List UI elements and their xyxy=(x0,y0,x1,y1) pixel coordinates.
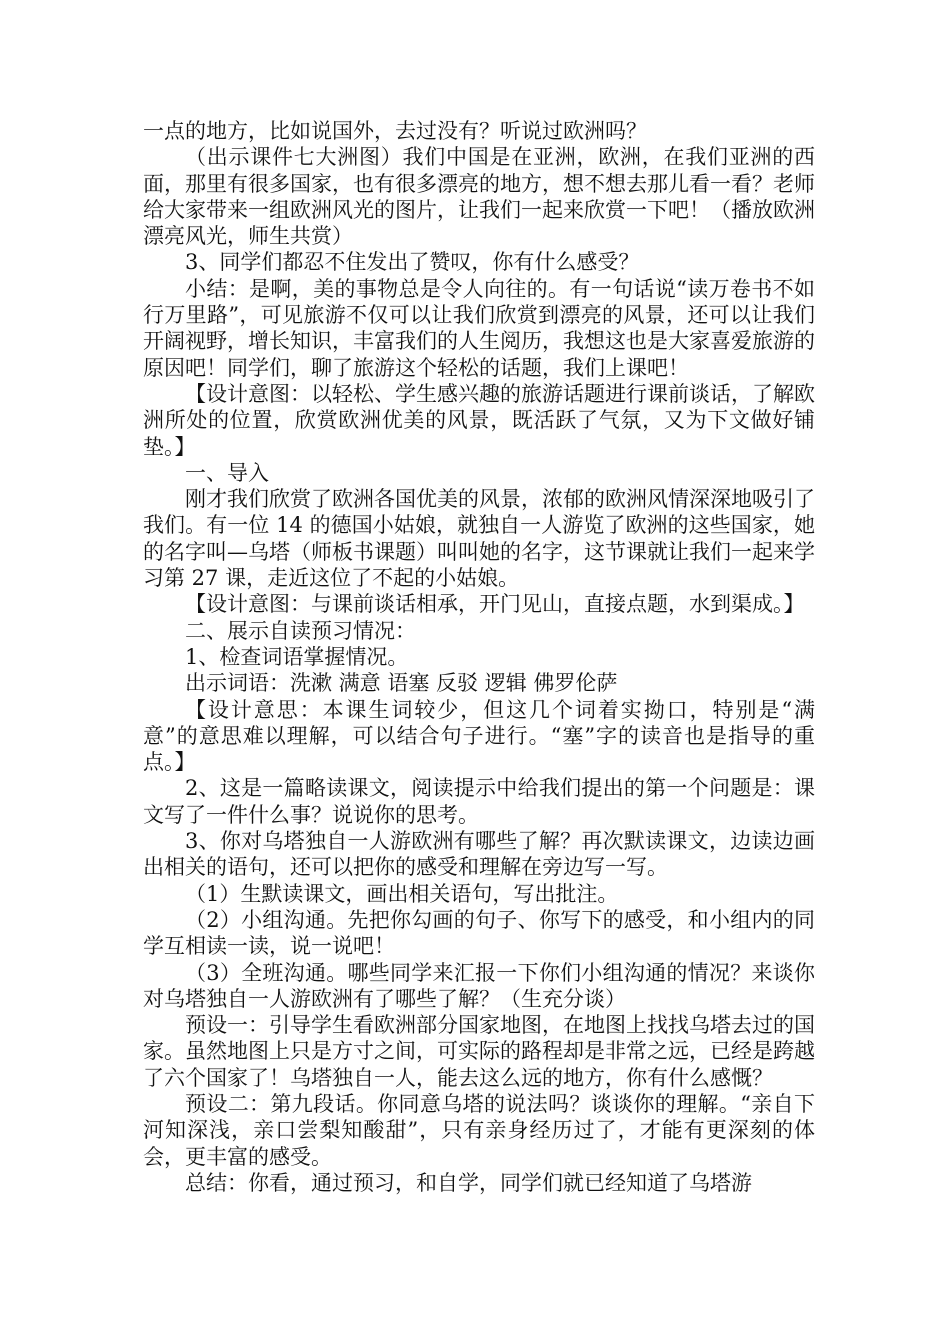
paragraph: 预设一：引导学生看欧洲部分国家地图，在地图上找找乌塔去过的国家。虽然地图上只是方寸之间，可实际的路程却是非常之远，已经是跨越了六个国家了！乌塔独自一人，能去这么远的地方，你有什么感慨？ xyxy=(143,1013,815,1090)
paragraph: 一点的地方，比如说国外，去过没有？听说过欧洲吗？ xyxy=(143,119,647,143)
paragraph: （2）小组沟通。先把你勾画的句子、你写下的感受，和小组内的同学互相读一读，说一说吧！ xyxy=(143,907,815,959)
paragraph: 小结：是啊，美的事物总是令人向往的。有一句话说“读万卷书不如行万里路”，可见旅游不仅可以让我们欣赏到漂亮的风景，还可以让我们开阔视野，增长知识，丰富我们的人生阅历，我想这也是大家喜爱旅游的原因吧！同学们，聊了旅游这个轻松的话题，我们上课吧！ xyxy=(143,276,815,380)
vocabulary-list: 出示词语：洗漱 满意 语塞 反驳 逻辑 佛罗伦萨 xyxy=(185,671,618,696)
paragraph: （出示课件七大洲图）我们中国是在亚洲，欧洲，在我们亚洲的西面，那里有很多国家，也有很多漂亮的地方，想不想去那儿看一看？老师给大家带来一组欧洲风光的图片，让我们一起来欣赏一下吧！（播放欧洲漂亮风光，师生共赏） xyxy=(143,145,815,249)
design-intent-note: 【设计意思：本课生词较少，但这几个词着实拗口，特别是“满意”的意思难以理解，可以结合句子进行。“塞”字的读音也是指导的重点。】 xyxy=(143,697,815,775)
section-heading: 二、展示自读预习情况： xyxy=(185,618,416,643)
paragraph: 总结：你看，通过预习，和自学，同学们就已经知道了乌塔游 xyxy=(185,1170,752,1195)
paragraph: （3）全班沟通。哪些同学来汇报一下你们小组沟通的情况？来谈你对乌塔独自一人游欧洲有了哪些了解？（生充分谈） xyxy=(143,960,815,1011)
paragraph: 预设二：第九段话。你同意乌塔的说法吗？谈谈你的理解。“亲自下河知深浅，亲口尝梨知酸甜”，只有亲身经历过了，才能有更深刻的体会，更丰富的感受。 xyxy=(143,1091,815,1169)
paragraph: 3、你对乌塔独自一人游欧洲有哪些了解？再次默读课文，边读边画出相关的语句，还可以把你的感受和理解在旁边写一写。 xyxy=(143,829,815,880)
document-body xyxy=(143,118,815,1196)
paragraph: 3、同学们都忍不住发出了赞叹，你有什么感受？ xyxy=(185,250,640,275)
section-heading: 一、导入 xyxy=(185,460,269,485)
paragraph: 刚才我们欣赏了欧洲各国优美的风景，浓郁的欧洲风情深深地吸引了我们。有一位 14 的德国小姑娘，就独自一人游览了欧洲的这些国家，她的名字叫—乌塔（师板书课题）叫叫她的名字，这节课就让我们一起来学习第 27 课，走近这位了不起的小姑娘。 xyxy=(143,487,815,591)
design-intent-note: 【设计意图：与课前谈话相承，开门见山，直接点题，水到渠成。】 xyxy=(185,592,805,617)
design-intent-note: 【设计意图：以轻松、学生感兴趣的旅游话题进行课前谈话，了解欧洲所处的位置，欣赏欧洲优美的风景，既活跃了气氛，又为下文做好铺垫。】 xyxy=(143,381,815,459)
paragraph: 1、检查词语掌握情况。 xyxy=(185,644,409,669)
paragraph: 2、这是一篇略读课文，阅读提示中给我们提出的第一个问题是：课文写了一件什么事？说说你的思考。 xyxy=(143,776,815,827)
paragraph: （1）生默读课文，画出相关语句，写出批注。 xyxy=(185,881,619,906)
